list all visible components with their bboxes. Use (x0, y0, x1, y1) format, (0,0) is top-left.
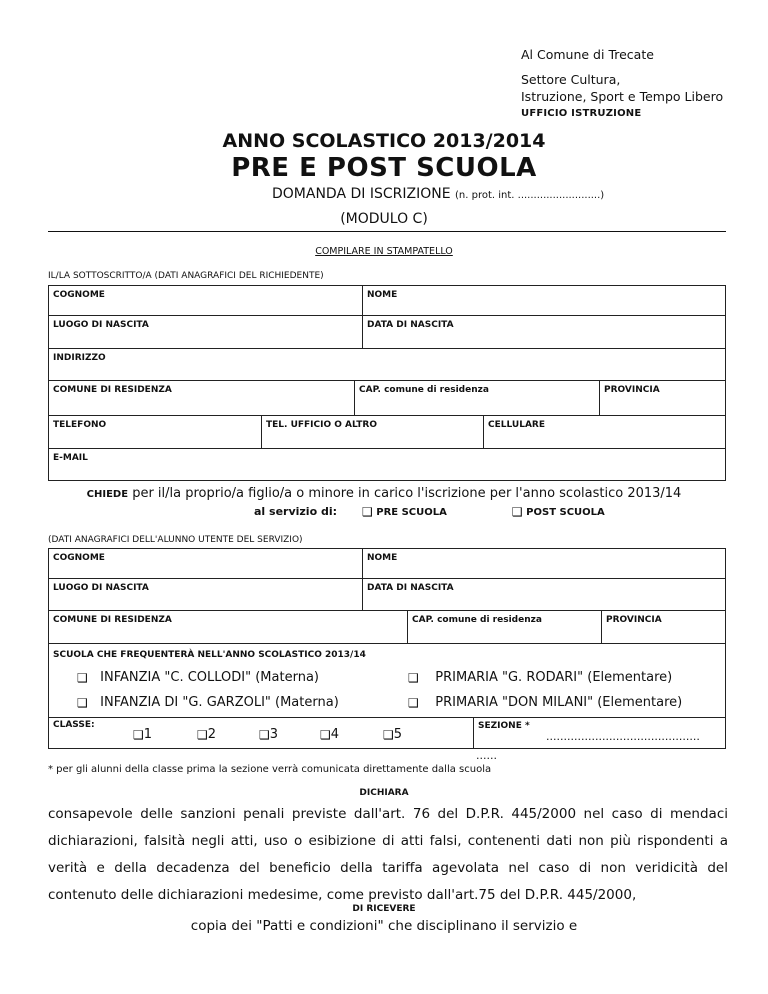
field-label: COMUNE DI RESIDENZA (53, 615, 172, 625)
section-dots-continued: ...... (476, 749, 497, 762)
field-label: DATA DI NASCITA (367, 583, 454, 593)
class-1-checkbox[interactable] (133, 727, 152, 742)
option-label: PRIMARIA "DON MILANI" (Elementare) (435, 695, 683, 710)
year-prefix: ANNO SCOLASTICO (222, 130, 427, 152)
checkbox-icon: ❑ (259, 727, 270, 742)
school-option-collodi[interactable] (77, 670, 319, 685)
field-label: COMUNE DI RESIDENZA (53, 385, 172, 395)
student-birthdate-field[interactable] (362, 579, 725, 610)
class-row (49, 717, 725, 749)
option-label: PRE SCUOLA (376, 507, 447, 518)
receive-text: copia dei "Patti e condizioni" che disciplinano il servizio e (190, 918, 578, 934)
field-label: PROVINCIA (606, 615, 662, 625)
class-5-checkbox[interactable] (383, 727, 402, 742)
recipient: Al Comune di Trecate (521, 47, 654, 62)
recipient-block (521, 46, 723, 122)
field-label: COGNOME (53, 290, 105, 300)
student-cap-field[interactable] (407, 611, 601, 643)
applicant-birthdate-field[interactable] (362, 316, 725, 348)
option-label: INFANZIA DI "G. GARZOLI" (Materna) (100, 695, 339, 710)
student-birthplace-field[interactable] (49, 579, 362, 610)
applicant-table (48, 285, 726, 481)
checkbox-icon: ❑ (408, 695, 419, 710)
applicant-address-field[interactable] (49, 349, 725, 380)
school-option-don-milani[interactable] (408, 695, 682, 710)
applicant-email-field[interactable] (49, 449, 725, 480)
applicant-town-field[interactable] (49, 381, 354, 415)
request-label: DOMANDA DI ISCRIZIONE (272, 186, 451, 202)
field-label: NOME (367, 290, 398, 300)
receive-heading: DI RICEVERE (352, 904, 416, 914)
service-label: al servizio di: (254, 505, 337, 518)
checkbox-icon: ❑ (197, 727, 208, 742)
request-line (0, 486, 768, 501)
field-label: INDIRIZZO (53, 353, 106, 363)
school-option-garzoli[interactable] (77, 695, 339, 710)
field-label: CAP. comune di residenza (359, 385, 489, 395)
option-label: 3 (269, 727, 279, 742)
protocol-number: (n. prot. int. ..........................) (455, 190, 605, 201)
section-field[interactable] (473, 718, 725, 749)
student-town-field[interactable] (49, 611, 407, 643)
field-label: CELLULARE (488, 420, 545, 430)
section-dots: ............................................ (546, 730, 700, 743)
checkbox-icon: ❑ (133, 727, 144, 742)
applicant-caption: IL/LA SOTTOSCRITTO/A (DATI ANAGRAFICI DEL RICHIEDENTE) (48, 271, 324, 281)
applicant-province-field[interactable] (599, 381, 725, 415)
school-option-rodari[interactable] (408, 670, 672, 685)
student-name-field[interactable] (362, 549, 725, 578)
field-label: LUOGO DI NASCITA (53, 583, 149, 593)
applicant-mobile-field[interactable] (483, 416, 725, 448)
fill-instructions: COMPILARE IN STAMPATELLO (315, 246, 453, 257)
option-label: INFANZIA "C. COLLODI" (Materna) (100, 670, 319, 685)
module-label: (MODULO C) (340, 211, 428, 227)
applicant-office-phone-field[interactable] (261, 416, 483, 448)
sector-line2: Istruzione, Sport e Tempo Libero (521, 89, 724, 104)
school-year-title (0, 130, 768, 152)
option-label: 4 (330, 727, 340, 742)
class-2-checkbox[interactable] (197, 727, 216, 742)
declaration-text: consapevole delle sanzioni penali previste dall'art. 76 del D.P.R. 445/2000 nel caso di mendaci dichiarazioni, falsità negli atti, uso o esibizione di atti falsi, contenenti dati non più rispondenti a verità e della decadenza del beneficio della tariffa agevolata nel caso di non veridicità del contenuto delle dichiarazioni medesime, come previsto dall'art.75 del D.P.R. 445/2000, (48, 806, 728, 903)
checkbox-icon: ❑ (362, 505, 373, 519)
school-selection (49, 644, 725, 748)
pre-scuola-checkbox[interactable] (362, 505, 447, 518)
student-province-field[interactable] (601, 611, 725, 643)
applicant-cap-field[interactable] (354, 381, 599, 415)
class-3-checkbox[interactable] (259, 727, 278, 742)
request-title (272, 186, 604, 202)
checkbox-icon: ❑ (77, 670, 88, 685)
field-label: TELEFONO (53, 420, 107, 430)
field-label: COGNOME (53, 553, 105, 563)
checkbox-icon: ❑ (320, 727, 331, 742)
checkbox-icon: ❑ (408, 670, 419, 685)
header-divider (48, 231, 726, 232)
field-label: CAP. comune di residenza (412, 615, 542, 625)
checkbox-icon: ❑ (383, 727, 394, 742)
class-label: CLASSE: (53, 720, 95, 730)
field-label: DATA DI NASCITA (367, 320, 454, 330)
checkbox-icon: ❑ (511, 505, 523, 519)
applicant-name-field[interactable] (362, 286, 725, 315)
chiede-label: CHIEDE (86, 489, 129, 500)
section-note: * per gli alunni della classe prima la sezione verrà comunicata direttamente dalla scuola (48, 764, 492, 775)
option-label: PRIMARIA "G. RODARI" (Elementare) (435, 670, 673, 685)
request-text: per il/la proprio/a figlio/a o minore in carico l'iscrizione per l'anno scolastico 2013/14 (132, 486, 682, 501)
student-surname-field[interactable] (49, 549, 362, 578)
applicant-birthplace-field[interactable] (49, 316, 362, 348)
applicant-surname-field[interactable] (49, 286, 362, 315)
checkbox-icon: ❑ (77, 695, 88, 710)
post-scuola-checkbox[interactable] (512, 505, 605, 518)
office-name: UFFICIO ISTRUZIONE (521, 108, 642, 119)
applicant-phone-field[interactable] (49, 416, 261, 448)
field-label: E-MAIL (53, 453, 88, 463)
field-label: LUOGO DI NASCITA (53, 320, 149, 330)
option-label: 5 (393, 727, 403, 742)
declaration-heading: DICHIARA (359, 788, 409, 798)
page-title: PRE E POST SCUOLA (231, 153, 537, 183)
school-label: SCUOLA CHE FREQUENTERÀ NELL'ANNO SCOLASTICO 2013/14 (53, 650, 366, 660)
field-label: NOME (367, 553, 398, 563)
option-label: 1 (143, 727, 153, 742)
service-choice (254, 505, 605, 519)
sector-line1: Settore Cultura, (521, 72, 621, 87)
field-label: PROVINCIA (604, 385, 660, 395)
year-value: 2013/2014 (432, 130, 546, 152)
option-label: POST SCUOLA (526, 507, 605, 518)
field-label: TEL. UFFICIO O ALTRO (266, 420, 377, 430)
class-4-checkbox[interactable] (320, 727, 339, 742)
section-label: SEZIONE * (478, 721, 530, 731)
student-caption: (DATI ANAGRAFICI DELL'ALUNNO UTENTE DEL SERVIZIO) (48, 535, 303, 545)
option-label: 2 (207, 727, 217, 742)
student-table (48, 548, 726, 749)
